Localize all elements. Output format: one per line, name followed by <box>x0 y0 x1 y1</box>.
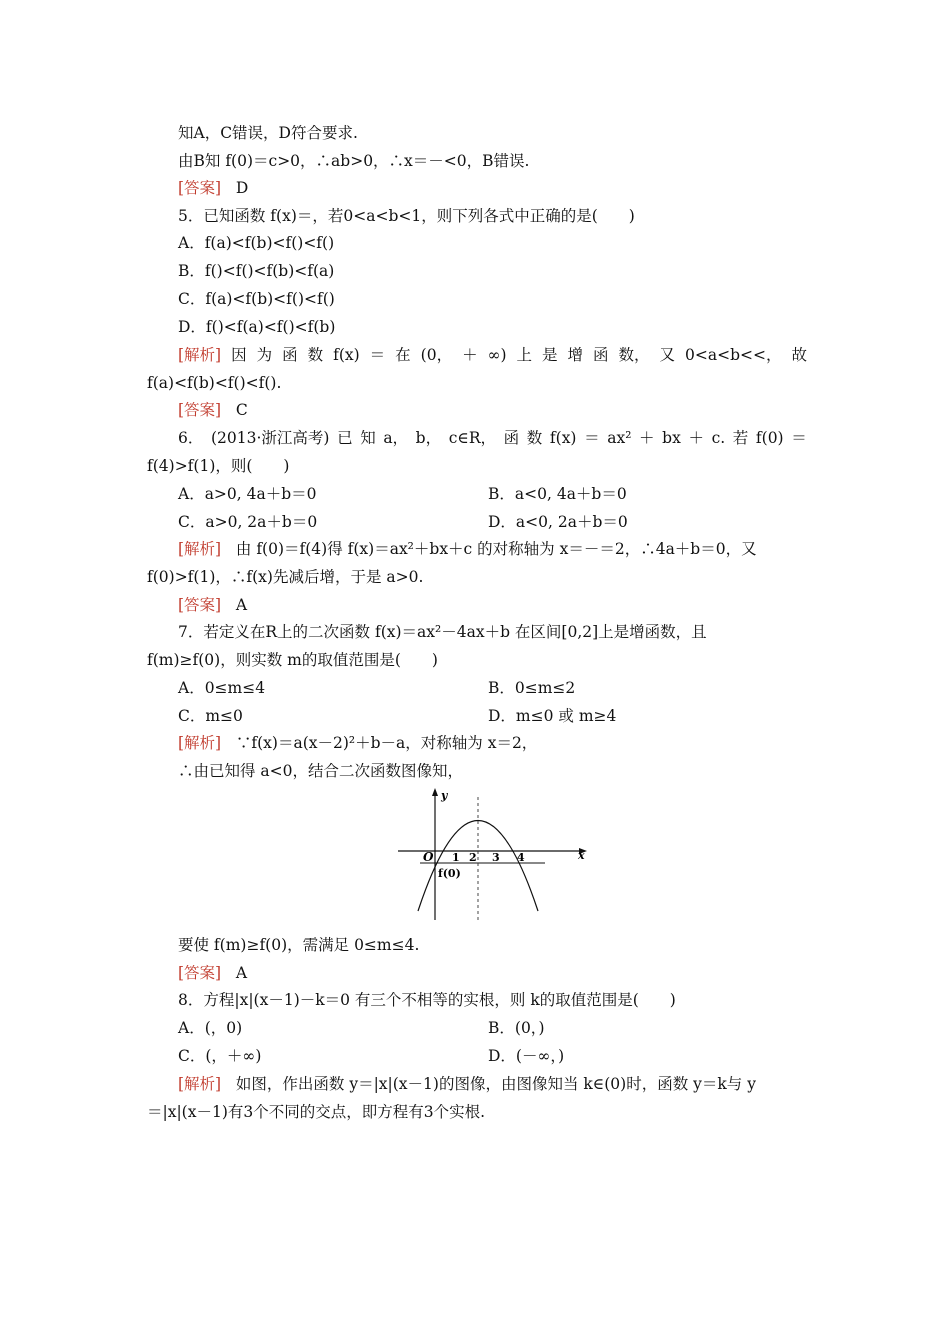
question-7-line-1: 7．若定义在R上的二次函数 f(x)＝ax²－4ax＋b 在区间[0,2]上是增函数，且 <box>178 623 707 641</box>
word: 知 <box>360 429 376 447</box>
parabola-graph <box>390 785 600 925</box>
word: 函 <box>593 346 609 364</box>
option-b: B．a<0, 4a＋b＝0 <box>488 485 627 503</box>
solution-text: 由 f(0)＝f(4)得 f(x)＝ax²＋bx＋c 的对称轴为 x＝－＝2，∴4a＋b＝0，又 <box>235 540 757 558</box>
question-6-line-2: f(4)>f(1)，则( ) <box>147 457 290 475</box>
tick-label: 2 <box>469 851 477 864</box>
word: f(x) <box>333 346 360 364</box>
word: ＝ <box>369 346 386 364</box>
tick-label: 4 <box>517 851 525 864</box>
x-axis-label: x <box>578 849 585 862</box>
option-c: C．a>0, 2a＋b＝0 <box>178 513 318 531</box>
word: ＋ <box>462 346 478 364</box>
y-axis-label: y <box>441 789 448 802</box>
option-b: B．0≤m≤2 <box>488 679 576 697</box>
word: 函 <box>503 429 520 447</box>
word: 6． <box>178 429 204 447</box>
question-7-line-2: f(m)≥f(0)，则实数 m的取值范围是( ) <box>147 651 438 669</box>
word: 故 <box>791 346 807 364</box>
option-a: A．(，0) <box>178 1019 243 1037</box>
word: ＝ <box>791 429 807 447</box>
option-a: A．f(a)<f(b)<f()<f() <box>178 234 335 252</box>
word: 已 <box>337 429 353 447</box>
solution-5-line-1 <box>147 345 807 365</box>
text-line: 知A，C错误，D符合要求. <box>178 124 358 142</box>
word: 又 <box>659 346 676 364</box>
option-d: D．f()<f(a)<f()<f(b) <box>178 318 336 336</box>
answer-tag: [答案] <box>178 179 222 197</box>
answer-value: D <box>235 179 249 197</box>
word: ＝ <box>584 429 600 447</box>
word: 数 <box>307 346 324 364</box>
word: ＋ <box>639 429 655 447</box>
answer-tag: [答案] <box>178 401 222 419</box>
solution-text: 如图，作出函数 y＝|x|(x－1)的图像，由图像知当 k∈(0)时，函数 y＝k与 y <box>235 1075 756 1093</box>
answer-tag: [答案] <box>178 964 222 982</box>
option-b: B．f()<f()<f(b)<f(a) <box>178 262 335 280</box>
option-a: A．a>0, 4a＋b＝0 <box>178 485 317 503</box>
word: 若 <box>732 429 749 447</box>
answer-line <box>178 963 247 983</box>
word: 数， <box>618 346 650 364</box>
option-b: B．(0，) <box>488 1019 545 1037</box>
option-c: C．m≤0 <box>178 707 243 725</box>
word: a， <box>383 429 409 447</box>
option-a: A．0≤m≤4 <box>178 679 266 697</box>
answer-line <box>178 178 248 198</box>
solution-5-line-2: f(a)<f(b)<f()<f(). <box>147 374 282 392</box>
solution-tag: [解析] <box>178 1075 222 1093</box>
word: c. <box>711 429 726 447</box>
word: 数 <box>526 429 543 447</box>
solution-7-line-1 <box>178 733 537 753</box>
word: 是 <box>542 346 558 364</box>
question-5: 5．已知函数 f(x)＝，若0<a<b<1，则下列各式中正确的是( ) <box>178 207 635 225</box>
word: 增 <box>567 346 584 364</box>
question-8: 8．方程|x|(x－1)－k＝0 有三个不相等的实根，则 k的取值范围是( ) <box>178 991 676 1009</box>
word: ＋ <box>688 429 704 447</box>
solution-tag: [解析] <box>178 346 222 364</box>
answer-line <box>178 595 247 615</box>
option-d: D．a<0, 2a＋b＝0 <box>488 513 628 531</box>
option-d: D．(－∞，) <box>488 1047 565 1065</box>
solution-tag: [解析] <box>178 734 222 752</box>
word: 函 <box>282 346 298 364</box>
word: c∈R， <box>448 429 497 447</box>
solution-tag: [解析] <box>178 540 222 558</box>
word: f(x) <box>549 429 577 447</box>
answer-line <box>178 400 248 420</box>
answer-tag: [答案] <box>178 596 222 614</box>
word: ∞) <box>487 346 507 364</box>
answer-value: A <box>235 964 248 982</box>
solution-7-line-3: 要使 f(m)≥f(0)，需满足 0≤m≤4. <box>178 936 420 954</box>
tick-label: 1 <box>452 851 460 864</box>
option-c: C．f(a)<f(b)<f()<f() <box>178 290 335 308</box>
word: 为 <box>256 346 273 364</box>
text-line: 由B知 f(0)＝c>0，∴ab>0，∴x＝－<0，B错误. <box>178 152 530 170</box>
option-c: C．(，＋∞) <box>178 1047 262 1065</box>
word: 上 <box>516 346 533 364</box>
answer-value: C <box>235 401 248 419</box>
solution-6-line-2: f(0)>f(1)，∴f(x)先减后增，于是 a>0. <box>147 568 424 586</box>
solution-6-line-1 <box>178 539 757 559</box>
option-d: D．m≤0 或 m≥4 <box>488 707 617 725</box>
word: ax² <box>607 429 632 447</box>
word: 0<a<b<<， <box>685 346 782 364</box>
word: bx <box>662 429 681 447</box>
origin-label: O <box>423 850 434 864</box>
tick-label: 3 <box>492 851 500 864</box>
y-axis-arrow <box>432 788 438 796</box>
solution-7-line-2: ∴由已知得 a<0，结合二次函数图像知， <box>178 762 464 780</box>
f0-label: f(0) <box>438 867 461 880</box>
question-6-line-1 <box>147 428 807 448</box>
word: f(0) <box>755 429 784 447</box>
word: 因 <box>231 346 247 364</box>
answer-value: A <box>235 596 248 614</box>
solution-8-line-2: ＝|x|(x－1)有3个不同的交点，即方程有3个实根. <box>147 1103 486 1121</box>
word: (2013·浙江高考) <box>210 429 330 447</box>
solution-text: ∵f(x)＝a(x－2)²＋b－a，对称轴为 x＝2， <box>235 734 538 752</box>
word: 在 <box>395 346 411 364</box>
solution-8-line-1 <box>178 1074 756 1094</box>
word: (0， <box>420 346 453 364</box>
word: b， <box>415 429 442 447</box>
